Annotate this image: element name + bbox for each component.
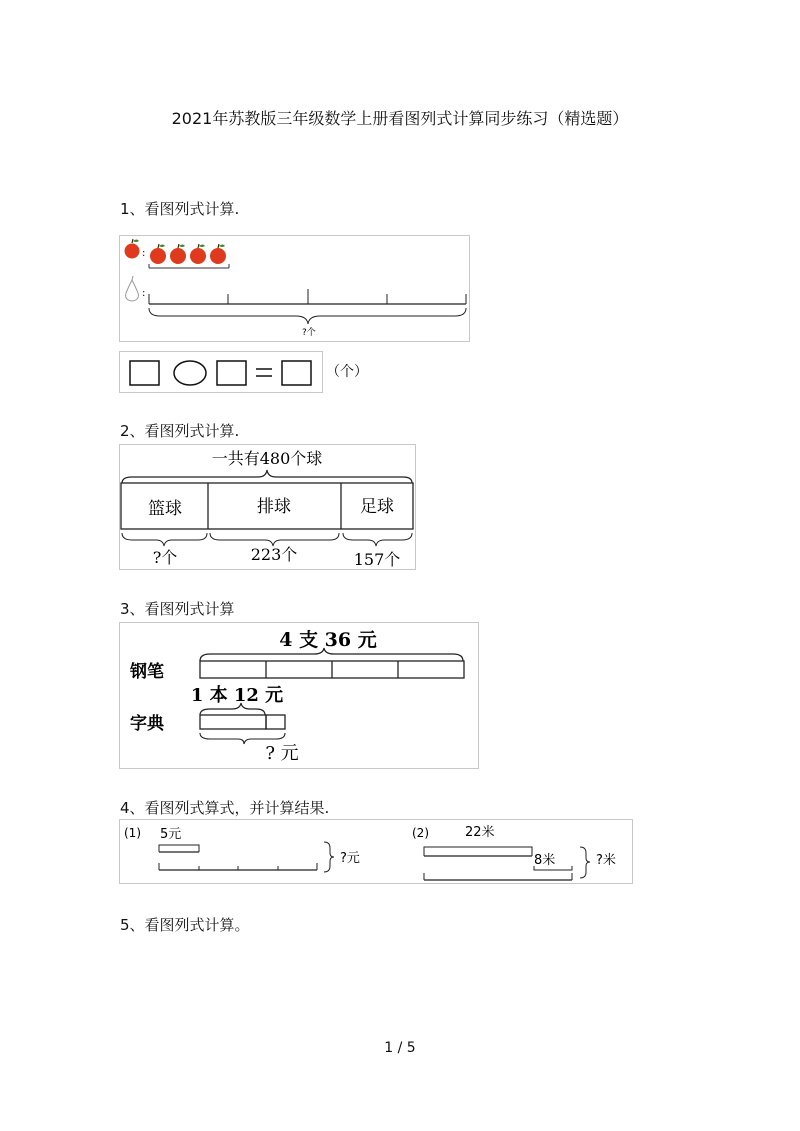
q4-part2-value: 22米 xyxy=(465,825,495,840)
operator-circle xyxy=(174,361,206,385)
q3-question: ? 元 xyxy=(265,743,299,764)
q2-value-basketball: ?个 xyxy=(152,548,178,567)
answer-box-2 xyxy=(217,361,246,385)
question-1-label: 1、看图列式计算. xyxy=(120,200,240,218)
question-2-label: 2、看图列式计算. xyxy=(120,422,240,440)
q2-top-brace xyxy=(122,470,412,483)
page-number: 1 / 5 xyxy=(384,1040,416,1056)
q2-diagram xyxy=(120,445,415,569)
q3-pen-label: 钢笔 xyxy=(130,662,164,682)
q1-unit: （个） xyxy=(326,364,368,380)
q1-diagram xyxy=(120,236,469,341)
q4-part2-question: ?米 xyxy=(596,853,616,868)
apple-icon xyxy=(125,239,140,259)
pear-segment-line xyxy=(149,289,466,304)
q4-figure xyxy=(119,819,633,884)
pear-icon xyxy=(126,276,139,301)
q1-apple-colon: : xyxy=(142,248,146,259)
apple-icon xyxy=(190,244,206,264)
q3-dict-bar xyxy=(200,715,266,729)
q4-part2-label: (2) xyxy=(412,826,429,840)
page-title: 2021年苏教版三年级数学上册看图列式计算同步练习（精选题） xyxy=(171,109,629,128)
q2-figure xyxy=(119,444,416,570)
question-4-label: 4、看图列式算式，并计算结果. xyxy=(120,799,330,817)
answer-box-1 xyxy=(130,361,159,385)
q4-part1-value: 5元 xyxy=(160,827,182,842)
apple-icon xyxy=(170,244,186,264)
answer-box-result xyxy=(282,361,311,385)
q4-part1-question: ?元 xyxy=(340,851,360,866)
question-5-label: 5、看图列式计算。 xyxy=(120,916,250,934)
q2-cell-basketball: 篮球 xyxy=(148,499,182,519)
q2-cell-football: 足球 xyxy=(360,497,394,517)
q3-dict-label: 字典 xyxy=(130,714,164,734)
question-3-label: 3、看图列式计算 xyxy=(120,600,235,618)
apple-icon xyxy=(210,244,226,264)
q3-pen-total: 4 支 36 元 xyxy=(279,629,377,651)
apple-row xyxy=(149,244,229,268)
q2-value-football: 157个 xyxy=(353,550,401,569)
q2-cell-volleyball: 排球 xyxy=(257,497,291,517)
q4-part1-label: (1) xyxy=(124,826,141,840)
q1-answer-shapes xyxy=(120,352,322,392)
q1-question: ?个 xyxy=(302,328,316,338)
apple-icon xyxy=(150,244,166,264)
q1-figure xyxy=(119,235,470,342)
q1-answer-area xyxy=(119,351,323,393)
q4-part2-small: 8米 xyxy=(534,853,556,868)
q1-total-brace xyxy=(149,308,466,324)
q2-total: 一共有480个球 xyxy=(211,449,323,468)
q3-diagram xyxy=(120,623,478,768)
q3-dict-price: 1 本 12 元 xyxy=(190,685,284,706)
q3-figure xyxy=(119,622,479,769)
q2-value-volleyball: 223个 xyxy=(250,545,298,564)
q4-diagram xyxy=(120,820,632,883)
q1-pear-colon: : xyxy=(142,288,146,299)
